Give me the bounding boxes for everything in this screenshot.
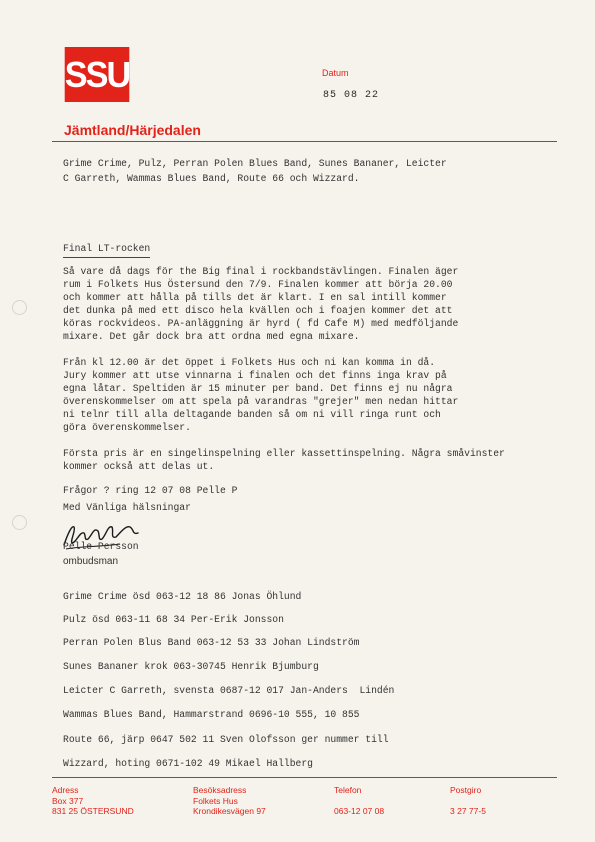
contact-line: Sunes Bananer krok 063-30745 Henrik Bjumburg [63, 661, 319, 672]
footer-giro-label: Postgiro [450, 785, 482, 795]
paragraph-line: egna låtar. Speltiden är 15 minuter per band. Det finns ej nu några [63, 383, 453, 394]
contact-line: Perran Polen Blus Band 063-12 53 33 Johan Lindström [63, 637, 360, 648]
paragraph-line: överenskommelser om att spela på varandras "grejer" men nedan hittar [63, 396, 459, 407]
ssu-logo: SSU [65, 47, 130, 102]
date-value: 85 08 22 [323, 90, 380, 101]
footer-address [52, 785, 134, 817]
bands-line: Grime Crime, Pulz, Perran Polen Blues Band, Sunes Bananer, Leicter [63, 158, 447, 169]
paragraph-line: Jury kommer att utse vinnarna i finalen och det finns inga krav på [63, 370, 447, 381]
contact-line: Leicter C Garreth, svensta 0687-12 017 Jan-Anders Lindén [63, 685, 395, 696]
footer-visit-label: Besöksadress [193, 785, 247, 795]
contact-line: Grime Crime ösd 063-12 18 86 Jonas Öhlund [63, 591, 302, 602]
contact-line: Wizzard, hoting 0671-102 49 Mikael Hallberg [63, 758, 313, 769]
org-name: Jämtland/Härjedalen [64, 122, 201, 138]
paragraph-line: köras rockvideos. PA-anläggning är hyrd ( fd Cafe M) med medföljande [63, 318, 459, 329]
punch-hole [12, 515, 27, 530]
paragraph-line: det dunka på med ett disco hela kvällen och i foajen kommer det att [63, 305, 453, 316]
footer-phone-value: 063-12 07 08 [334, 805, 385, 816]
bands-line: C Garreth, Wammas Blues Band, Route 66 och Wizzard. [63, 173, 360, 184]
paragraph-line: ni telnr till alla deltagande banden så om ni vill ringa runt och [63, 409, 441, 420]
footer-phone [334, 785, 384, 816]
footer-divider [52, 777, 557, 778]
paragraph-line: göra överenskommelser. [63, 422, 191, 433]
footer-giro [450, 785, 486, 816]
paragraph-line: kommer också att delas ut. [63, 461, 215, 472]
footer-visit-line: Krondikesvägen 97 [193, 806, 266, 816]
signer-name: Pelle Persson [63, 541, 139, 552]
footer-phone-label: Telefon [334, 785, 362, 795]
questions-line: Frågor ? ring 12 07 08 Pelle P [63, 485, 238, 496]
contact-line: Route 66, järp 0647 502 11 Sven Olofsson ger nummer till [63, 734, 389, 745]
contact-line: Pulz ösd 063-11 68 34 Per-Erik Jonsson [63, 614, 284, 625]
paragraph-line: rum i Folkets Hus Östersund den 7/9. Finalen kommer att börja 20.00 [63, 279, 453, 290]
footer-visit-line: Folkets Hus [193, 795, 238, 806]
closing-line: Med Vänliga hälsningar [63, 502, 191, 513]
header-divider [52, 141, 557, 142]
punch-hole [12, 300, 27, 315]
date-label: Datum [322, 68, 349, 78]
letter-heading: Final LT-rocken [63, 243, 150, 258]
paragraph-line: mixare. Det går dock bra att ordna med egna mixare. [63, 331, 360, 342]
paragraph-line: Så vare då dags för the Big final i rockbandstävlingen. Finalen äger [63, 266, 459, 277]
footer-address-label: Adress [52, 785, 79, 795]
contact-line: Wammas Blues Band, Hammarstrand 0696-10 555, 10 855 [63, 709, 360, 720]
footer-address-line: Box 377 [52, 795, 84, 806]
signer-title: ombudsman [63, 556, 119, 567]
footer-giro-value: 3 27 77-5 [450, 805, 486, 816]
footer-visit [193, 785, 266, 817]
paragraph-line: och kommer att hålla på tills det är klart. I en sal intill kommer [63, 292, 447, 303]
footer-address-line: 831 25 ÖSTERSUND [52, 806, 134, 816]
paragraph-line: Första pris är en singelinspelning eller kassettinspelning. Några småvinster [63, 448, 505, 459]
paragraph-line: Från kl 12.00 är det öppet i Folkets Hus och ni kan komma in då. [63, 357, 436, 368]
